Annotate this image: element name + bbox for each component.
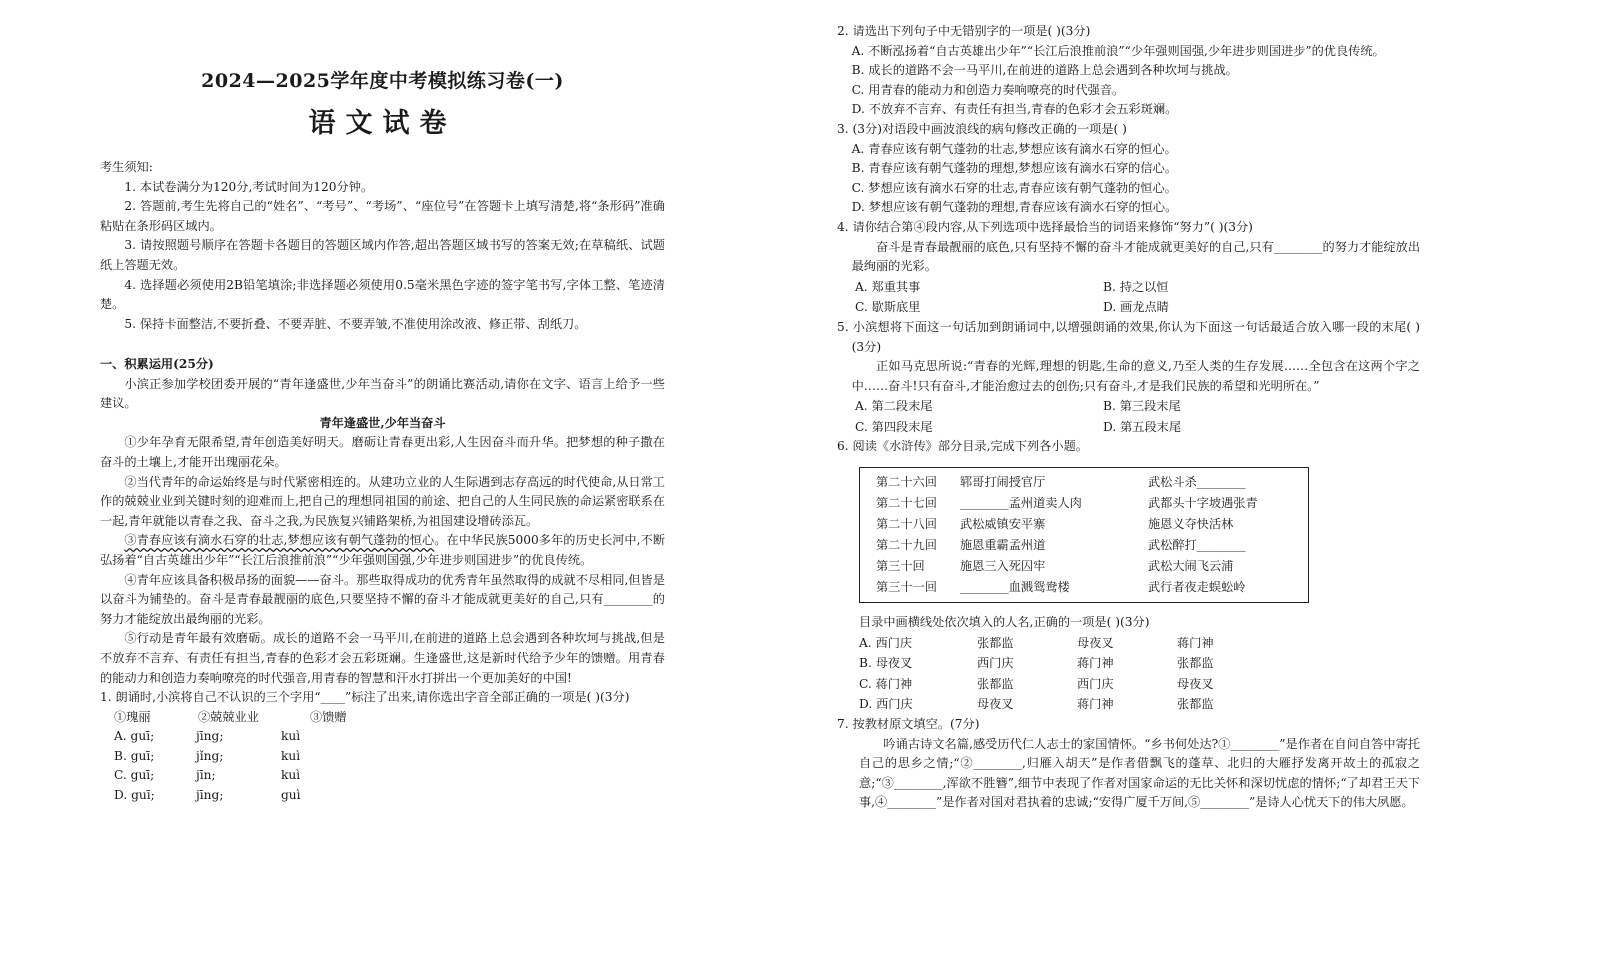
intro-text: 小滨正参加学校团委开展的“青年逢盛世,少年当奋斗”的朗诵比赛活动,请你在文字、语言上给予一些建议。 — [100, 376, 665, 411]
q4-option: C. 歇斯底里 — [855, 300, 921, 315]
q6-option-row: A. 西门庆 张都监 母夜叉 蒋门神 — [859, 635, 1214, 650]
notice-item: 3. 请按照题号顺序在答题卡各题目的答题区域内作答,超出答题区域书写的答案无效;在草稿纸、试题纸上答题无效。 — [100, 238, 665, 272]
question-4: 4. 请你结合第④段内容,从下列选项中选择最恰当的词语来修饰“努力”( )(3分) — [837, 219, 1253, 234]
toc-row: 第二十九回 施恩重霸孟州道 武松醉打________ — [876, 538, 1246, 553]
q4-option: B. 持之以恒 — [1103, 279, 1169, 294]
q5-option: A. 第二段末尾 — [855, 399, 933, 414]
q1-words — [100, 708, 665, 728]
essay-paragraph: ②当代青年的命运始终是与时代紧密相连的。从建功立业的人生际遇到志存高远的时代使命,从日常工作的兢兢业业到关键时刻的迎难而上,把自己的理想同祖国的前途、把自己的人生同民族的命运紧密联系在一起,青年就能以青春之我、奋斗之我,为民族复兴铺路架桥,为祖国建设增砖添瓦。 — [100, 474, 665, 528]
question-6: 6. 阅读《水浒传》部分目录,完成下列各小题。 — [837, 439, 1088, 454]
notice-item: 5. 保持卡面整洁,不要折叠、不要弄脏、不要弄皱,不准使用涂改液、修正带、刮纸刀。 — [124, 316, 587, 331]
section-heading: 一、积累运用(25分) — [100, 357, 214, 371]
q6-subquestion: 目录中画横线处依次填入的人名,正确的一项是( )(3分) — [859, 615, 1150, 630]
q3-option: A. 青春应该有朝气蓬勃的壮志,梦想应该有滴水石穿的恒心。 — [851, 141, 1177, 156]
toc-row: 第二十六回 郓哥打闹授官厅 武松斗杀________ — [876, 475, 1246, 490]
q5-option: D. 第五段末尾 — [1103, 419, 1182, 434]
section-1 — [100, 355, 665, 806]
question-5: 5. 小滨想将下面这一句话加到朗诵词中,以增强朗诵的效果,你认为下面这一句话最适合放入哪一段的末尾( )(3分) — [837, 319, 1420, 354]
essay-title: 青年逢盛世,少年当奋斗 — [319, 415, 446, 430]
toc-row: 第三十一回 ________血溅鸳鸯楼 武行者夜走蜈蚣岭 — [876, 580, 1246, 595]
q3-option: D. 梦想应该有朝气蓬勃的理想,青春应该有滴水石穿的恒心。 — [851, 200, 1178, 215]
essay-paragraph: ①少年孕育无限希望,青年创造美好明天。磨砺让青春更出彩,人生因奋斗而升华。把梦想的种子撒在奋斗的土壤上,才能开出瑰丽花朵。 — [100, 435, 665, 469]
toc-row: 第二十七回 ________孟州道卖人肉 武都头十字坡遇张青 — [876, 496, 1258, 511]
essay-paragraph: ⑤行动是青年最有效磨砺。成长的道路不会一马平川,在前进的道路上总会遇到各种坎坷与挑战,但是不放弃不言弃、有责任有担当,青春的色彩才会五彩斑斓。生逢盛世,这是新时代给予少年的馈赠。用青春的能动力和创造力奏响嘹亮的时代强音,用青春的智慧和汗水打拼出一个更加美好的中国! — [100, 631, 665, 685]
subject-title: 语文试卷 — [308, 108, 457, 139]
essay-paragraph: ④青年应该具备积极昂扬的面貌——奋斗。那些取得成功的优秀青年虽然取得的成就不尽相同,但皆是以奋斗为铺垫的。奋斗是青春最靓丽的底色,只要坚持不懈的奋斗才能成就更美好的自己,只有________的努力才能绽放出最绚丽的光彩。 — [100, 572, 665, 626]
toc-row: 第二十八回 武松威镇安平寨 施恩义夺快活林 — [876, 517, 1234, 532]
q4-option: A. 郑重其事 — [855, 279, 921, 294]
q4-options — [837, 277, 1420, 318]
q2-option: A. 不断泓扬着“自古英雄出少年”“长江后浪推前浪”“少年强则国强,少年进步则国进步”的优良传统。 — [851, 43, 1385, 58]
notice-item: 1. 本试卷满分为120分,考试时间为120分钟。 — [124, 179, 374, 194]
q1-word: ②兢兢业业 — [198, 709, 259, 724]
table-of-contents-box — [859, 467, 1309, 603]
q1-word: ③馈赠 — [310, 709, 347, 724]
question-1: 1. 朗诵时,小滨将自己不认识的三个字用“____”标注了出来,请你选出字音全部正确的一项是( )(3分) — [100, 690, 630, 705]
q2-option: D. 不放弃不言弃、有责任有担当,青春的色彩才会五彩斑斓。 — [851, 102, 1178, 117]
q5-option: C. 第四段末尾 — [855, 419, 933, 434]
essay-paragraph: ③青春应该有滴水石穿的壮志,梦想应该有朝气蓬勃的恒心。在中华民族5000多年的历史长河中,不断弘扬着“自古英雄出少年”“长江后浪推前浪”“少年强则国强,少年进步则国进步”的优良传统。 — [100, 533, 666, 567]
q5-quote: 正如马克思所说:“青春的光辉,理想的钥匙,生命的意义,乃至人类的生存发展……全包含在这两个字之中……奋斗!只有奋斗,才能治愈过去的创伤;只有奋斗,才是我们民族的希望和光明所在。” — [851, 359, 1420, 393]
q1-word: ①瑰丽 — [114, 709, 151, 724]
q1-option-row: B. guī; jǐng; kuì — [114, 748, 301, 763]
notice-item: 4. 选择题必须使用2B铅笔填涂;非选择题必须使用0.5毫米黑色字迹的签字笔书写,字体工整、笔迹清楚。 — [100, 277, 665, 312]
q3-option: C. 梦想应该有滴水石穿的壮志,青春应该有朝气蓬勃的恒心。 — [851, 180, 1177, 195]
q6-option-row: B. 母夜叉 西门庆 蒋门神 张都监 — [859, 656, 1214, 671]
q4-quote: 奋斗是青春最靓丽的底色,只有坚持不懈的奋斗才能成就更美好的自己,只有________的努力才能绽放出最绚丽的光彩。 — [851, 239, 1421, 274]
question-7: 7. 按教材原文填空。(7分) — [837, 717, 980, 732]
right-page — [837, 22, 1420, 813]
q5-options — [837, 396, 1420, 437]
toc-row: 第三十回 施恩三入死囚牢 武松大闹飞云浦 — [876, 559, 1234, 574]
q4-option: D. 画龙点睛 — [1103, 300, 1169, 315]
q1-option-row: D. guī; jīng; guì — [114, 788, 301, 803]
q3-option: B. 青春应该有朝气蓬勃的理想,梦想应该有滴水石穿的信心。 — [851, 161, 1177, 176]
q1-option-row: A. guī; jīng; kuì — [114, 729, 301, 744]
q5-option: B. 第三段末尾 — [1103, 399, 1181, 414]
q7-text: 吟诵古诗文名篇,感受历代仁人志士的家国情怀。“乡书何处达?①________”是作者在自问自答中寄托自己的思乡之情;“②________,归雁入胡天”是作者借飘飞的蓬草、北归的大雁抒发离开故土的孤寂之意;“③________,浑欲不胜簪”,细节中表现了作者对国家命运的无比关怀和深切忧虑的情怀;“了却君王天下事,④________”是作者对国对君执着的忠诚;“安得广厦千万间,⑤________”是诗人心忧天下的伟大夙愿。 — [859, 736, 1420, 810]
q6-option-row: D. 西门庆 母夜叉 蒋门神 张都监 — [859, 697, 1214, 712]
exam-title: 2024—2025学年度中考模拟练习卷(一) — [201, 70, 564, 92]
notice-item: 2. 答题前,考生先将自己的“姓名”、“考号”、“考场”、“座位号”在答题卡上填写清楚,将“条形码”准确粘贴在条形码区域内。 — [100, 199, 665, 233]
wavy-underlined-sentence: ③青春应该有滴水石穿的壮志,梦想应该有朝气蓬勃的恒心 — [124, 533, 435, 548]
notice-head: 考生须知: — [100, 160, 153, 174]
q6-option-row: C. 蒋门神 张都监 西门庆 母夜叉 — [859, 676, 1214, 691]
notice-block — [100, 158, 665, 334]
q2-option: B. 成长的道路不会一马平川,在前进的道路上总会遇到各种坎坷与挑战。 — [851, 63, 1238, 78]
question-2: 2. 请选出下列句子中无错别字的一项是( )(3分) — [837, 24, 1091, 38]
q1-option-row: C. guī; jīn; kuì — [114, 768, 301, 783]
q2-option: C. 用青春的能动力和创造力奏响嘹亮的时代强音。 — [851, 82, 1125, 97]
question-3: 3. (3分)对语段中画波浪线的病句修改正确的一项是( ) — [837, 121, 1127, 136]
